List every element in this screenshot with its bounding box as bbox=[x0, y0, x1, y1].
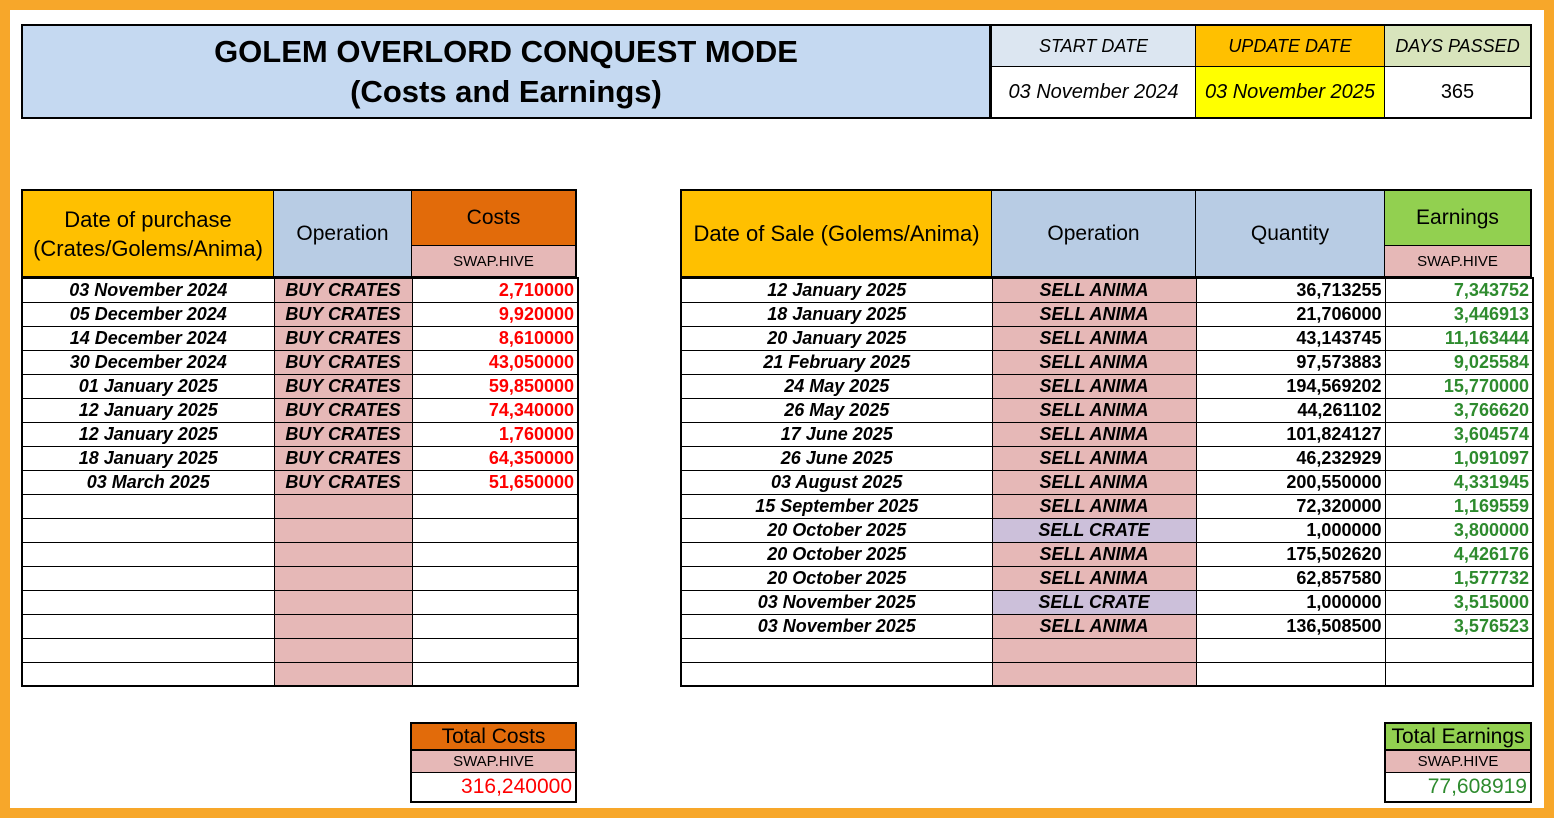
total-costs-label: Total Costs bbox=[410, 722, 577, 751]
costs-row bbox=[22, 398, 578, 422]
earnings-row bbox=[681, 638, 1533, 662]
costs-cell-date[interactable] bbox=[22, 542, 274, 566]
update-date-value[interactable]: 03 November 2025 bbox=[1195, 66, 1385, 118]
costs-cell-date[interactable]: 01 January 2025 bbox=[22, 374, 274, 398]
costs-cell-date[interactable] bbox=[22, 662, 274, 686]
earnings-row bbox=[681, 614, 1533, 638]
earnings-row bbox=[681, 542, 1533, 566]
costs-cell-date[interactable] bbox=[22, 566, 274, 590]
earnings-cell-date[interactable] bbox=[681, 638, 992, 662]
earnings-cell-earning[interactable] bbox=[1385, 662, 1533, 686]
earnings-cell-operation[interactable]: SELL ANIMA bbox=[992, 494, 1196, 518]
earnings-cell-operation[interactable] bbox=[992, 638, 1196, 662]
costs-cell-operation[interactable]: BUY CRATES bbox=[274, 374, 412, 398]
sheet-title bbox=[21, 24, 991, 119]
costs-row bbox=[22, 638, 578, 662]
earnings-cell-earning[interactable]: 7,343752 bbox=[1385, 278, 1533, 302]
costs-row bbox=[22, 614, 578, 638]
earnings-cell-earning[interactable]: 1,091097 bbox=[1385, 446, 1533, 470]
days-passed-value[interactable]: 365 bbox=[1384, 66, 1531, 118]
earnings-cell-quantity[interactable]: 43,143745 bbox=[1196, 326, 1385, 350]
earnings-col-operation-header: Operation bbox=[991, 189, 1196, 277]
costs-col-date-subtitle: (Crates/Golems/Anima) bbox=[33, 235, 263, 261]
costs-cell-operation[interactable] bbox=[274, 662, 412, 686]
earnings-row bbox=[681, 494, 1533, 518]
start-date-label: START DATE bbox=[991, 25, 1196, 67]
costs-cell-date[interactable]: 14 December 2024 bbox=[22, 326, 274, 350]
costs-cell-operation[interactable] bbox=[274, 566, 412, 590]
earnings-cell-quantity[interactable]: 175,502620 bbox=[1196, 542, 1385, 566]
earnings-cell-earning[interactable]: 3,766620 bbox=[1385, 398, 1533, 422]
costs-row bbox=[22, 542, 578, 566]
costs-cell-date[interactable] bbox=[22, 494, 274, 518]
earnings-cell-operation[interactable]: SELL ANIMA bbox=[992, 374, 1196, 398]
total-costs-currency: SWAP.HIVE bbox=[410, 750, 577, 773]
costs-row bbox=[22, 446, 578, 470]
earnings-cell-date[interactable]: 24 May 2025 bbox=[681, 374, 992, 398]
earnings-cell-earning[interactable]: 3,515000 bbox=[1385, 590, 1533, 614]
earnings-row bbox=[681, 446, 1533, 470]
costs-row bbox=[22, 590, 578, 614]
costs-cell-cost[interactable] bbox=[412, 590, 578, 614]
costs-cell-date[interactable]: 03 November 2024 bbox=[22, 278, 274, 302]
earnings-cell-quantity[interactable]: 44,261102 bbox=[1196, 398, 1385, 422]
days-passed-label: DAYS PASSED bbox=[1384, 25, 1531, 67]
costs-cell-cost[interactable] bbox=[412, 614, 578, 638]
earnings-cell-earning[interactable]: 4,426176 bbox=[1385, 542, 1533, 566]
earnings-cell-date[interactable]: 03 August 2025 bbox=[681, 470, 992, 494]
earnings-cell-quantity[interactable]: 200,550000 bbox=[1196, 470, 1385, 494]
costs-cell-operation[interactable]: BUY CRATES bbox=[274, 446, 412, 470]
earnings-row bbox=[681, 350, 1533, 374]
earnings-cell-date[interactable] bbox=[681, 662, 992, 686]
costs-cell-operation[interactable]: BUY CRATES bbox=[274, 302, 412, 326]
earnings-cell-quantity[interactable]: 136,508500 bbox=[1196, 614, 1385, 638]
earnings-row bbox=[681, 326, 1533, 350]
costs-cell-cost[interactable]: 51,650000 bbox=[412, 470, 578, 494]
costs-currency-label: SWAP.HIVE bbox=[411, 245, 577, 277]
earnings-cell-operation[interactable]: SELL ANIMA bbox=[992, 326, 1196, 350]
costs-col-date-title: Date of purchase bbox=[64, 206, 232, 232]
earnings-cell-quantity[interactable] bbox=[1196, 638, 1385, 662]
earnings-cell-date[interactable]: 20 October 2025 bbox=[681, 518, 992, 542]
costs-cell-operation[interactable]: BUY CRATES bbox=[274, 278, 412, 302]
earnings-cell-quantity[interactable]: 36,713255 bbox=[1196, 278, 1385, 302]
earnings-cell-quantity[interactable]: 194,569202 bbox=[1196, 374, 1385, 398]
costs-row bbox=[22, 278, 578, 302]
earnings-row bbox=[681, 302, 1533, 326]
costs-row bbox=[22, 302, 578, 326]
costs-cell-cost[interactable]: 74,340000 bbox=[412, 398, 578, 422]
start-date-value[interactable]: 03 November 2024 bbox=[991, 66, 1196, 118]
earnings-cell-earning[interactable]: 3,800000 bbox=[1385, 518, 1533, 542]
costs-cell-cost[interactable] bbox=[412, 494, 578, 518]
earnings-row bbox=[681, 278, 1533, 302]
total-earnings-currency: SWAP.HIVE bbox=[1384, 750, 1532, 773]
earnings-cell-date[interactable]: 15 September 2025 bbox=[681, 494, 992, 518]
earnings-cell-quantity[interactable]: 1,000000 bbox=[1196, 590, 1385, 614]
costs-cell-date[interactable] bbox=[22, 590, 274, 614]
costs-row bbox=[22, 662, 578, 686]
earnings-table bbox=[680, 277, 1534, 687]
costs-cell-date[interactable]: 03 March 2025 bbox=[22, 470, 274, 494]
costs-cell-cost[interactable]: 43,050000 bbox=[412, 350, 578, 374]
earnings-cell-operation[interactable]: SELL ANIMA bbox=[992, 422, 1196, 446]
earnings-row bbox=[681, 566, 1533, 590]
earnings-cell-date[interactable]: 03 November 2025 bbox=[681, 590, 992, 614]
costs-cell-operation[interactable] bbox=[274, 590, 412, 614]
costs-cell-cost[interactable]: 1,760000 bbox=[412, 422, 578, 446]
costs-cell-operation[interactable] bbox=[274, 638, 412, 662]
costs-cell-cost[interactable]: 8,610000 bbox=[412, 326, 578, 350]
earnings-cell-operation[interactable]: SELL CRATE bbox=[992, 590, 1196, 614]
costs-cell-operation[interactable]: BUY CRATES bbox=[274, 398, 412, 422]
earnings-cell-date[interactable]: 26 May 2025 bbox=[681, 398, 992, 422]
costs-cell-cost[interactable]: 64,350000 bbox=[412, 446, 578, 470]
costs-cell-operation[interactable] bbox=[274, 614, 412, 638]
earnings-cell-operation[interactable]: SELL ANIMA bbox=[992, 278, 1196, 302]
earnings-cell-date[interactable]: 21 February 2025 bbox=[681, 350, 992, 374]
earnings-row bbox=[681, 470, 1533, 494]
earnings-cell-earning[interactable]: 1,577732 bbox=[1385, 566, 1533, 590]
costs-cell-cost[interactable]: 2,710000 bbox=[412, 278, 578, 302]
earnings-cell-quantity[interactable]: 101,824127 bbox=[1196, 422, 1385, 446]
costs-cell-operation[interactable] bbox=[274, 518, 412, 542]
earnings-cell-date[interactable]: 20 January 2025 bbox=[681, 326, 992, 350]
earnings-currency-label: SWAP.HIVE bbox=[1384, 245, 1532, 277]
costs-table bbox=[21, 277, 579, 687]
earnings-cell-date[interactable]: 26 June 2025 bbox=[681, 446, 992, 470]
costs-cell-date[interactable]: 18 January 2025 bbox=[22, 446, 274, 470]
costs-row bbox=[22, 326, 578, 350]
earnings-col-date-header: Date of Sale (Golems/Anima) bbox=[680, 189, 992, 277]
costs-cell-date[interactable] bbox=[22, 638, 274, 662]
costs-cell-date[interactable] bbox=[22, 614, 274, 638]
costs-cell-operation[interactable] bbox=[274, 542, 412, 566]
earnings-cell-date[interactable]: 03 November 2025 bbox=[681, 614, 992, 638]
earnings-col-earnings-header: Earnings bbox=[1384, 189, 1532, 246]
earnings-cell-quantity[interactable]: 62,857580 bbox=[1196, 566, 1385, 590]
earnings-cell-operation[interactable]: SELL ANIMA bbox=[992, 470, 1196, 494]
costs-col-date-header bbox=[21, 189, 274, 277]
costs-cell-cost[interactable]: 59,850000 bbox=[412, 374, 578, 398]
costs-cell-date[interactable]: 12 January 2025 bbox=[22, 422, 274, 446]
costs-row bbox=[22, 518, 578, 542]
costs-cell-date[interactable]: 05 December 2024 bbox=[22, 302, 274, 326]
costs-cell-operation[interactable]: BUY CRATES bbox=[274, 422, 412, 446]
costs-row bbox=[22, 470, 578, 494]
costs-col-costs-header: Costs bbox=[411, 189, 577, 246]
costs-cell-cost[interactable] bbox=[412, 566, 578, 590]
earnings-row bbox=[681, 590, 1533, 614]
sheet-title-line1: GOLEM OVERLORD CONQUEST MODE bbox=[214, 33, 798, 69]
costs-cell-date[interactable]: 12 January 2025 bbox=[22, 398, 274, 422]
earnings-cell-date[interactable]: 20 October 2025 bbox=[681, 566, 992, 590]
costs-cell-cost[interactable] bbox=[412, 518, 578, 542]
earnings-cell-operation[interactable] bbox=[992, 662, 1196, 686]
earnings-cell-earning[interactable] bbox=[1385, 638, 1533, 662]
earnings-cell-earning[interactable]: 9,025584 bbox=[1385, 350, 1533, 374]
costs-cell-date[interactable] bbox=[22, 518, 274, 542]
earnings-cell-operation[interactable]: SELL ANIMA bbox=[992, 302, 1196, 326]
costs-col-operation-header: Operation bbox=[273, 189, 412, 277]
costs-cell-operation[interactable]: BUY CRATES bbox=[274, 470, 412, 494]
earnings-cell-earning[interactable]: 11,163444 bbox=[1385, 326, 1533, 350]
earnings-cell-operation[interactable]: SELL CRATE bbox=[992, 518, 1196, 542]
earnings-row bbox=[681, 662, 1533, 686]
costs-row bbox=[22, 494, 578, 518]
earnings-cell-operation[interactable]: SELL ANIMA bbox=[992, 446, 1196, 470]
earnings-cell-date[interactable]: 17 June 2025 bbox=[681, 422, 992, 446]
earnings-cell-operation[interactable]: SELL ANIMA bbox=[992, 614, 1196, 638]
earnings-cell-earning[interactable]: 3,604574 bbox=[1385, 422, 1533, 446]
earnings-row bbox=[681, 398, 1533, 422]
earnings-cell-quantity[interactable] bbox=[1196, 662, 1385, 686]
earnings-cell-operation[interactable]: SELL ANIMA bbox=[992, 566, 1196, 590]
earnings-cell-quantity[interactable]: 97,573883 bbox=[1196, 350, 1385, 374]
earnings-cell-earning[interactable]: 1,169559 bbox=[1385, 494, 1533, 518]
total-costs-value[interactable]: 316,240000 bbox=[410, 772, 577, 803]
earnings-cell-quantity[interactable]: 1,000000 bbox=[1196, 518, 1385, 542]
earnings-cell-date[interactable]: 20 October 2025 bbox=[681, 542, 992, 566]
total-earnings-label: Total Earnings bbox=[1384, 722, 1532, 751]
costs-row bbox=[22, 422, 578, 446]
earnings-cell-date[interactable]: 18 January 2025 bbox=[681, 302, 992, 326]
earnings-cell-earning[interactable]: 3,576523 bbox=[1385, 614, 1533, 638]
costs-cell-operation[interactable] bbox=[274, 494, 412, 518]
earnings-row bbox=[681, 374, 1533, 398]
costs-row bbox=[22, 374, 578, 398]
earnings-cell-operation[interactable]: SELL ANIMA bbox=[992, 350, 1196, 374]
earnings-cell-operation[interactable]: SELL ANIMA bbox=[992, 542, 1196, 566]
costs-cell-operation[interactable]: BUY CRATES bbox=[274, 350, 412, 374]
earnings-cell-quantity[interactable]: 46,232929 bbox=[1196, 446, 1385, 470]
earnings-cell-earning[interactable]: 4,331945 bbox=[1385, 470, 1533, 494]
earnings-row bbox=[681, 422, 1533, 446]
costs-cell-date[interactable]: 30 December 2024 bbox=[22, 350, 274, 374]
costs-cell-cost[interactable] bbox=[412, 638, 578, 662]
costs-row bbox=[22, 566, 578, 590]
total-earnings-value[interactable]: 77,608919 bbox=[1384, 772, 1532, 803]
sheet-title-line2: (Costs and Earnings) bbox=[350, 73, 662, 109]
costs-cell-cost[interactable] bbox=[412, 542, 578, 566]
costs-row bbox=[22, 350, 578, 374]
earnings-col-quantity-header: Quantity bbox=[1195, 189, 1385, 277]
earnings-cell-earning[interactable]: 15,770000 bbox=[1385, 374, 1533, 398]
costs-cell-cost[interactable]: 9,920000 bbox=[412, 302, 578, 326]
earnings-cell-operation[interactable]: SELL ANIMA bbox=[992, 398, 1196, 422]
earnings-cell-quantity[interactable]: 72,320000 bbox=[1196, 494, 1385, 518]
earnings-cell-earning[interactable]: 3,446913 bbox=[1385, 302, 1533, 326]
earnings-row bbox=[681, 518, 1533, 542]
costs-cell-cost[interactable] bbox=[412, 662, 578, 686]
earnings-cell-quantity[interactable]: 21,706000 bbox=[1196, 302, 1385, 326]
costs-cell-operation[interactable]: BUY CRATES bbox=[274, 326, 412, 350]
earnings-cell-date[interactable]: 12 January 2025 bbox=[681, 278, 992, 302]
update-date-label: UPDATE DATE bbox=[1195, 25, 1385, 67]
